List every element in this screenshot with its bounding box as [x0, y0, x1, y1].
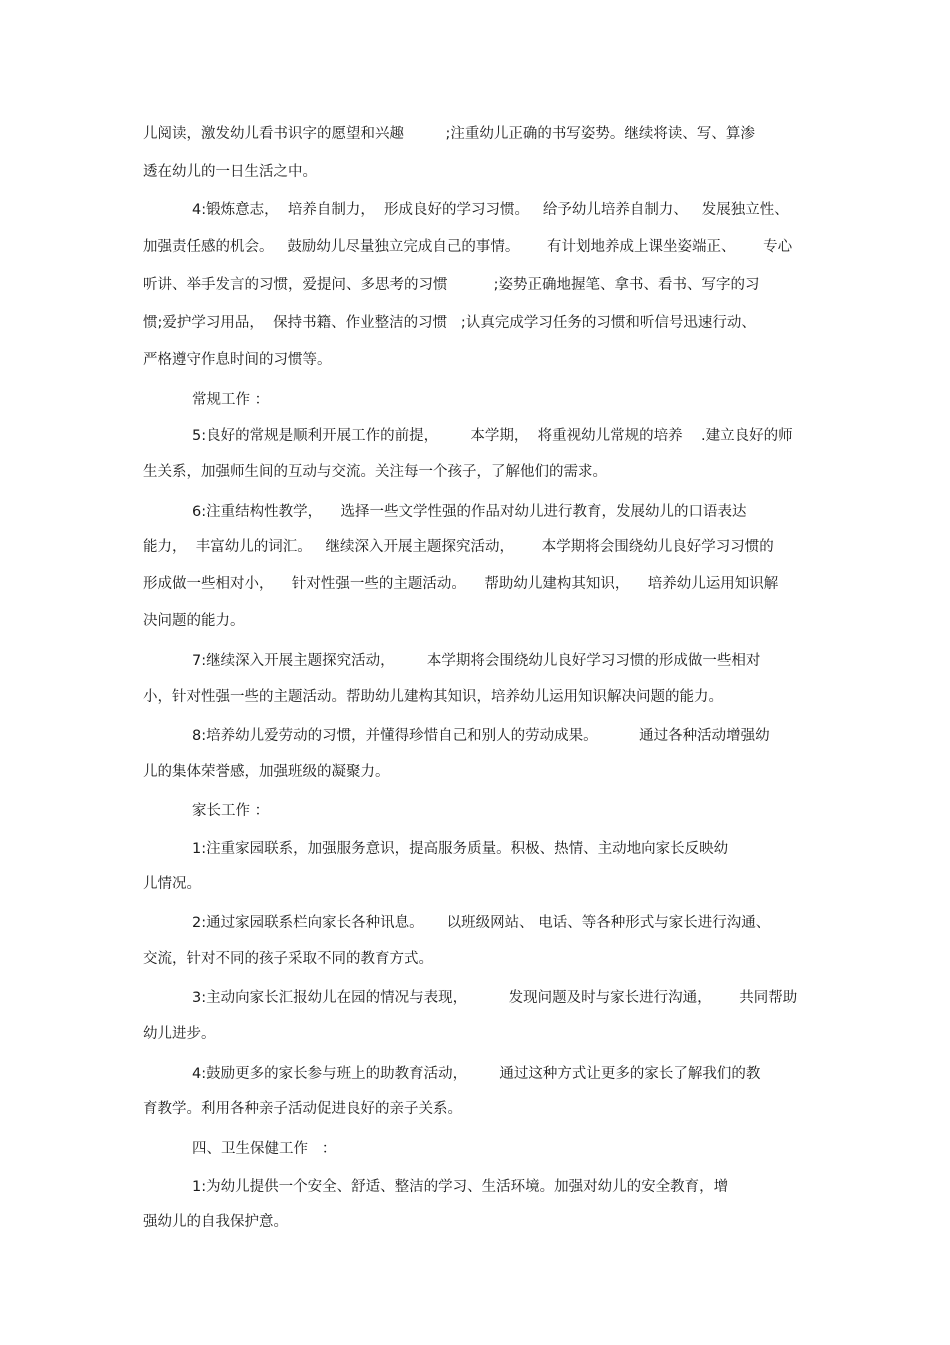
text-line: 4:锻炼意志， 培养自制力， 形成良好的学习习惯。 给予幼儿培养自制力、 发展独立性、 — [192, 202, 789, 218]
text-line: 严格遵守作息时间的习惯等。 — [143, 352, 332, 368]
text-line: 7:继续深入开展主题探究活动， 本学期将会围绕幼儿良好学习习惯的形成做一些相对 — [192, 653, 761, 669]
text-line: 8:培养幼儿爱劳动的习惯，并懂得珍惜自己和别人的劳动成果。 通过各种活动增强幼 — [192, 728, 770, 744]
text-line: 儿阅读，激发幼儿看书识字的愿望和兴趣 ;注重幼儿正确的书写姿势。继续将读、写、算渗 — [143, 126, 755, 142]
text-line: 听讲、举手发言的习惯，爱提问、多思考的习惯 ;姿势正确地握笔、拿书、看书、写字的习 — [143, 277, 760, 293]
text-line: 透在幼儿的一日生活之中。 — [143, 164, 317, 180]
text-line: 1:注重家园联系，加强服务意识，提高服务质量。积极、热情、主动地向家长反映幼 — [192, 841, 729, 857]
text-line: 1:为幼儿提供一个安全、舒适、整洁的学习、生活环境。加强对幼儿的安全教育，增 — [192, 1179, 729, 1195]
text-line: 生关系，加强师生间的互动与交流。关注每一个孩子，了解他们的需求。 — [143, 464, 607, 480]
text-line: 2:通过家园联系栏向家长各种讯息。 以班级网站、 电话、等各种形式与家长进行沟通、 — [192, 915, 771, 931]
text-line: 5:良好的常规是顺利开展工作的前提， 本学期， 将重视幼儿常规的培养 .建立良好的师 — [192, 428, 793, 444]
text-line: 交流，针对不同的孩子采取不同的教育方式。 — [143, 951, 433, 967]
text-line: 小，针对性强一些的主题活动。帮助幼儿建构其知识，培养幼儿运用知识解决问题的能力。 — [143, 689, 723, 705]
text-line: 3:主动向家长汇报幼儿在园的情况与表现， 发现问题及时与家长进行沟通， 共同帮助 — [192, 990, 798, 1006]
text-line: 4:鼓励更多的家长参与班上的助教育活动， 通过这种方式让更多的家长了解我们的教 — [192, 1066, 761, 1082]
text-line: 儿情况。 — [143, 876, 201, 892]
text-line: 6:注重结构性教学， 选择一些文学性强的作品对幼儿进行教育，发展幼儿的口语表达 — [192, 504, 747, 520]
text-line: 形成做一些相对小， 针对性强一些的主题活动。 帮助幼儿建构其知识， 培养幼儿运用知识解 — [143, 576, 779, 592]
text-line: 幼儿进步。 — [143, 1026, 216, 1042]
text-line: 儿的集体荣誉感，加强班级的凝聚力。 — [143, 764, 390, 780]
text-line: 惯;爱护学习用品， 保持书籍、作业整洁的习惯 ;认真完成学习任务的习惯和听信号迅速行动、 — [143, 315, 756, 331]
text-line: 决问题的能力。 — [143, 613, 245, 629]
section-heading: 常规工作 ： — [192, 392, 270, 408]
text-line: 育教学。利用各种亲子活动促进良好的亲子关系。 — [143, 1101, 462, 1117]
text-line: 强幼儿的自我保护意。 — [143, 1214, 288, 1230]
section-heading: 四、卫生保健工作 ： — [192, 1141, 337, 1157]
text-line: 加强责任感的机会。 鼓励幼儿尽量独立完成自己的事情。 有计划地养成上课坐姿端正、 专心 — [143, 239, 793, 255]
text-line: 能力， 丰富幼儿的词汇。 继续深入开展主题探究活动， 本学期将会围绕幼儿良好学习习惯的 — [143, 539, 774, 555]
section-heading: 家长工作 ： — [192, 803, 270, 819]
